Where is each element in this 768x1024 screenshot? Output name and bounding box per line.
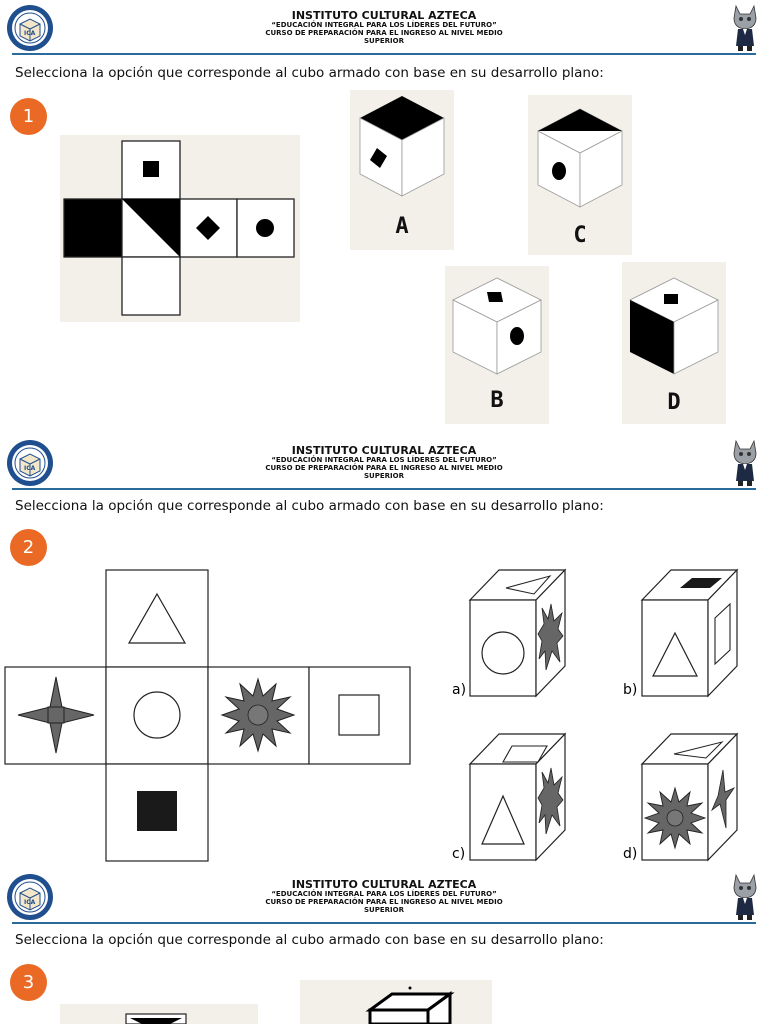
institute-title: INSTITUTO CULTURAL AZTECA: [291, 9, 477, 22]
q1-option-d-label: D: [667, 390, 681, 415]
course-line-2: SUPERIOR: [364, 37, 404, 45]
q1-option-d-card[interactable]: [622, 262, 726, 424]
question-number-badge-1: 1: [10, 98, 47, 135]
course-line-1: CURSO DE PREPARACIÓN PARA EL INGRESO AL NIVEL MEDIO: [265, 464, 503, 472]
instruction-text-1: Selecciona la opción que corresponde al cubo armado con base en su desarrollo plano:: [15, 65, 604, 81]
q2-cube-net: [4, 568, 412, 862]
q2-option-d-label: d): [623, 846, 638, 862]
logo-text: ICA: [24, 899, 36, 906]
instruction-text-3: Selecciona la opción que corresponde al cubo armado con base en su desarrollo plano:: [15, 932, 604, 948]
wolf-mascot-icon: [728, 437, 762, 487]
q1-option-a-label: A: [395, 214, 409, 239]
q2-option-b-label: b): [623, 682, 638, 698]
institute-title: INSTITUTO CULTURAL AZTECA: [291, 878, 477, 891]
page-header-1: [0, 0, 768, 52]
q3-cube-net-partial: [60, 1004, 258, 1024]
course-line-2: SUPERIOR: [364, 472, 404, 480]
institute-title: INSTITUTO CULTURAL AZTECA: [291, 444, 477, 457]
q2-option-c-cube[interactable]: [470, 734, 565, 860]
question-number-badge-3: 3: [10, 964, 47, 1001]
q2-option-c-label: c): [452, 846, 466, 862]
institute-motto: “EDUCACIÓN INTEGRAL PARA LOS LÍDERES DEL FUTURO”: [271, 21, 497, 29]
q2-option-d-cube[interactable]: [642, 734, 737, 860]
q1-option-c-cube: [528, 95, 632, 225]
q1-cube-net: [60, 135, 300, 322]
logo-text: ICA: [24, 465, 36, 472]
q1-option-b-label: B: [490, 388, 504, 413]
q2-option-b-cube[interactable]: [642, 570, 737, 696]
q1-option-d-cube: [622, 262, 726, 388]
course-line-1: CURSO DE PREPARACIÓN PARA EL INGRESO AL NIVEL MEDIO: [265, 898, 503, 906]
q1-option-b-cube: [445, 266, 549, 390]
institute-motto: “EDUCACIÓN INTEGRAL PARA LOS LÍDERES DEL FUTURO”: [271, 456, 497, 464]
header-divider: [12, 488, 756, 490]
header-divider: [12, 922, 756, 924]
q1-option-c-label: C: [573, 223, 587, 248]
header-divider: [12, 53, 756, 55]
q1-option-a-cube: [350, 90, 454, 220]
course-line-1: CURSO DE PREPARACIÓN PARA EL INGRESO AL NIVEL MEDIO: [265, 29, 503, 37]
instruction-text-2: Selecciona la opción que corresponde al cubo armado con base en su desarrollo plano:: [15, 498, 604, 514]
institute-motto: “EDUCACIÓN INTEGRAL PARA LOS LÍDERES DEL FUTURO”: [271, 890, 497, 898]
q3-option-cube-partial[interactable]: [300, 980, 492, 1024]
page-header-2: [0, 435, 768, 487]
q2-option-a-label: a): [452, 682, 467, 698]
q1-option-b-card[interactable]: [445, 266, 549, 424]
logo-text: ICA: [24, 30, 36, 37]
q2-options[interactable]: [450, 566, 768, 862]
course-line-2: SUPERIOR: [364, 906, 404, 914]
wolf-mascot-icon: [728, 871, 762, 921]
page-header-3: [0, 869, 768, 921]
q1-option-c-card[interactable]: [528, 95, 632, 255]
q1-option-a-card[interactable]: [350, 90, 454, 250]
wolf-mascot-icon: [728, 2, 762, 52]
q2-option-a-cube[interactable]: [470, 570, 565, 696]
question-number-badge-2: 2: [10, 529, 47, 566]
